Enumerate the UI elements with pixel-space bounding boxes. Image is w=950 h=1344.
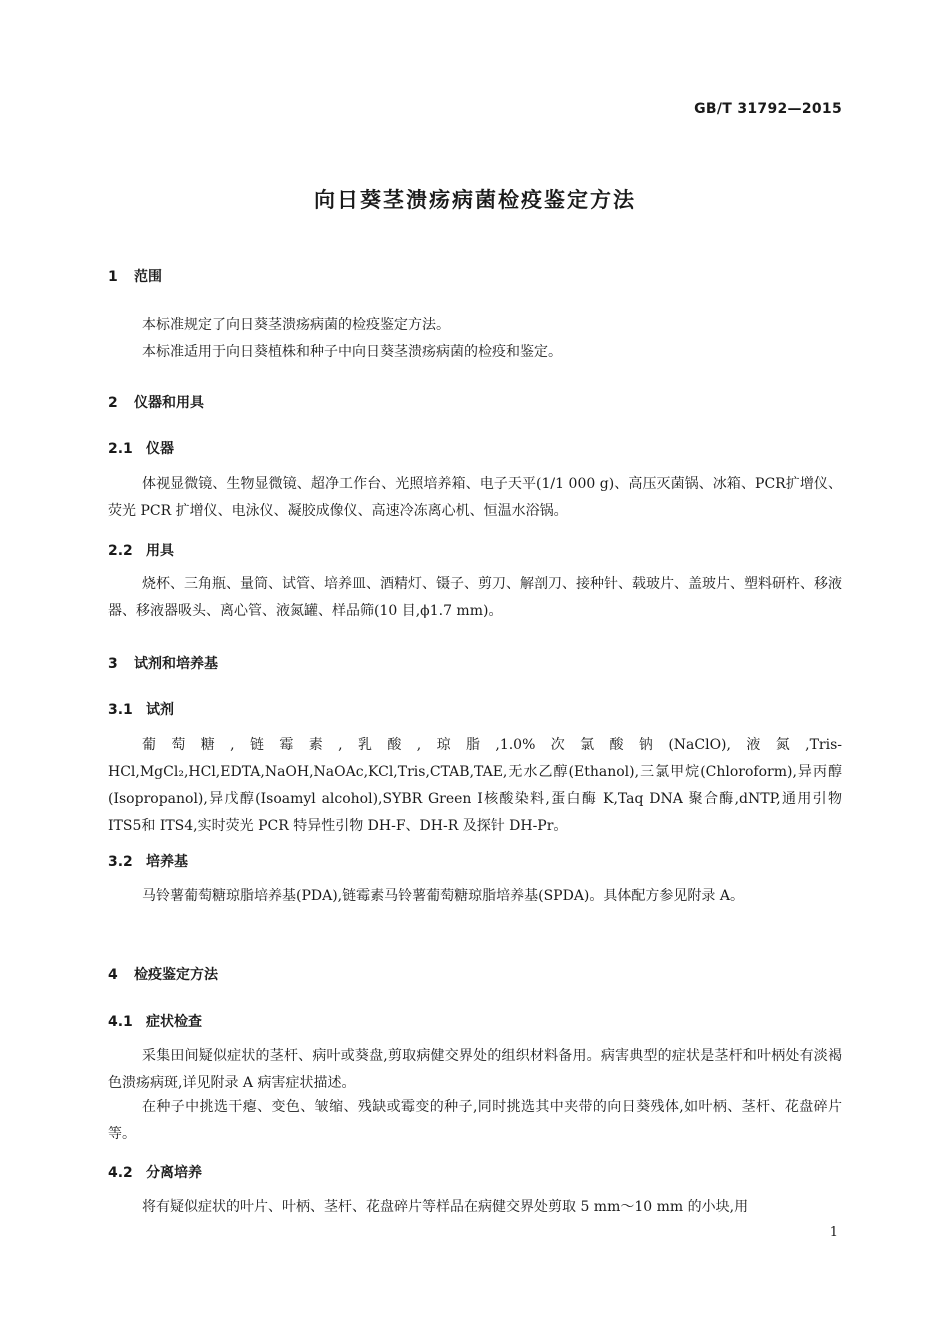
section-2-2-heading — [108, 540, 174, 560]
section-number: 2.2 — [108, 543, 133, 559]
section-title: 培养基 — [146, 854, 188, 870]
section-title: 试剂 — [146, 702, 174, 718]
section-title: 症状检查 — [146, 1014, 202, 1030]
section-number: 4.1 — [108, 1014, 133, 1030]
paragraph: 本标准适用于向日葵植株和种子中向日葵茎溃疡病菌的检疫和鉴定。 — [142, 344, 562, 360]
section-number: 4 — [108, 967, 118, 983]
paragraph: 本标准规定了向日葵茎溃疡病菌的检疫鉴定方法。 — [142, 317, 450, 333]
section-2-1-heading — [108, 438, 174, 458]
paragraph: 采集田间疑似症状的茎杆、病叶或葵盘,剪取病健交界处的组织材料备用。病害典型的症状是茎杆和叶柄处有淡褐色溃疡病斑,详见附录 A 病害症状描述。 — [108, 1048, 842, 1091]
section-title: 仪器和用具 — [134, 395, 204, 411]
paragraph: 将有疑似症状的叶片、叶柄、茎杆、花盘碎片等样品在病健交界处剪取 5 mm～10 mm 的小块,用 — [142, 1199, 749, 1215]
section-number: 2.1 — [108, 441, 133, 457]
section-3-heading — [108, 653, 218, 673]
paragraph: 马铃薯葡萄糖琼脂培养基(PDA),链霉素马铃薯葡萄糖琼脂培养基(SPDA)。具体配方参见附录 A。 — [142, 888, 744, 904]
section-1-heading — [108, 266, 162, 286]
section-number: 3 — [108, 656, 118, 672]
section-number: 4.2 — [108, 1165, 133, 1181]
section-title: 试剂和培养基 — [134, 656, 218, 672]
section-title: 范围 — [134, 269, 162, 285]
section-title: 用具 — [146, 543, 174, 559]
paragraph: 葡萄糖,链霉素,乳酸,琼脂,1.0%次氯酸钠(NaClO),液氮,Tris-HCl,MgCl₂,HCl,EDTA,NaOH,NaOAc,KCl,Tris,CTAB,TAE,无水乙醇(Ethanol),三氯甲烷(Chloroform),异丙醇(Isopropanol),异戊醇(Isoamyl alcohol),SYBR Green Ⅰ核酸染料,蛋白酶 K,Taq DNA 聚合酶,dNTP,通用引物 ITS5和 ITS4,实时荧光 PCR 特异性引物 DH-F、DH-R 及探针 DH-Pr。 — [108, 737, 842, 834]
section-title: 仪器 — [146, 441, 174, 457]
section-4-1-heading — [108, 1011, 202, 1031]
section-title: 检疫鉴定方法 — [134, 967, 218, 983]
section-number: 3.1 — [108, 702, 133, 718]
paragraph: 在种子中挑选干瘪、变色、皱缩、残缺或霉变的种子,同时挑选其中夹带的向日葵残体,如叶柄、茎杆、花盘碎片等。 — [108, 1099, 842, 1142]
paragraph: 体视显微镜、生物显微镜、超净工作台、光照培养箱、电子天平(1/1 000 g)、高压灭菌锅、冰箱、PCR扩增仪、荧光 PCR 扩增仪、电泳仪、凝胶成像仪、高速冷冻离心机、恒温水浴锅。 — [108, 476, 842, 519]
standard-code: GB/T 31792—2015 — [694, 101, 842, 117]
section-3-1-heading — [108, 699, 174, 719]
section-number: 1 — [108, 269, 118, 285]
document-title: 向日葵茎溃疡病菌检疫鉴定方法 — [314, 188, 636, 212]
section-4-2-heading — [108, 1162, 202, 1182]
section-number: 3.2 — [108, 854, 133, 870]
section-title: 分离培养 — [146, 1165, 202, 1181]
section-2-heading — [108, 392, 204, 412]
page-number: 1 — [829, 1225, 838, 1240]
section-number: 2 — [108, 395, 118, 411]
section-4-heading — [108, 964, 218, 984]
paragraph: 烧杯、三角瓶、量筒、试管、培养皿、酒精灯、镊子、剪刀、解剖刀、接种针、载玻片、盖玻片、塑料研杵、移液器、移液器吸头、离心管、液氮罐、样品筛(10 目,ϕ1.7 mm)。 — [108, 576, 842, 619]
section-3-2-heading — [108, 851, 188, 871]
